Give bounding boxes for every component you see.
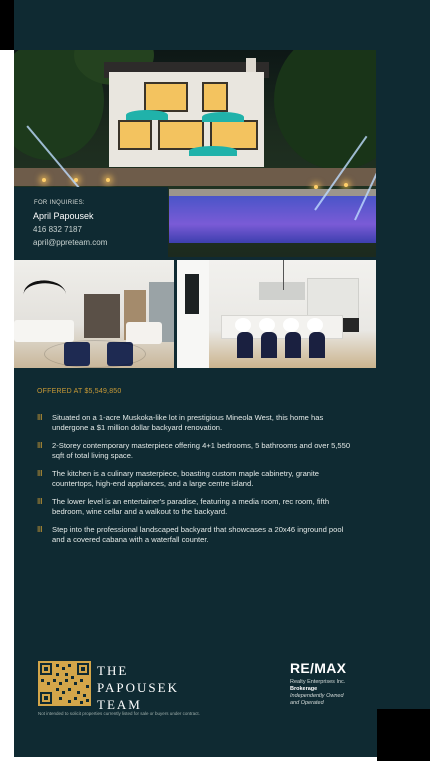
outer-margin-bottom-right — [377, 709, 430, 761]
qr-code-icon[interactable] — [38, 661, 91, 706]
feature-text: The lower level is an entertainer's paradise, featuring a media room, rec room, fifth bedroom, wine cellar and a walkout to the backyard. — [52, 497, 330, 516]
list-item — [37, 497, 357, 517]
list-item — [37, 469, 357, 489]
brand-line-2: PAPOUSEK — [97, 680, 179, 695]
bullet-mark-icon: III — [37, 497, 43, 506]
kitchen-photo — [177, 260, 376, 368]
list-item — [37, 525, 357, 545]
list-item — [37, 413, 357, 433]
feature-list — [37, 413, 357, 553]
feature-text: 2-Storey contemporary masterpiece offering 4+1 bedrooms, 5 bathrooms and over 5,550 sqft of total living space. — [52, 441, 351, 460]
brokerage-line-4: and Operated — [290, 700, 324, 706]
bullet-mark-icon: III — [37, 525, 43, 534]
bullet-mark-icon: III — [37, 441, 43, 450]
brokerage-info — [290, 679, 345, 707]
brokerage-line-3: Independently Owned — [290, 693, 344, 699]
disclaimer: Not intended to solicit properties currently listed for sale or buyers under contract. — [38, 711, 200, 716]
team-logo — [97, 662, 179, 713]
inquiries-panel — [14, 187, 168, 257]
living-room-photo — [14, 260, 174, 368]
brokerage-line-2: Brokerage — [290, 686, 318, 692]
agent-phone[interactable]: 416 832 7187 — [33, 225, 82, 234]
inquiries-label: FOR INQUIRIES: — [34, 200, 85, 206]
offered-price: OFFERED AT $5,549,850 — [37, 388, 122, 395]
brand-line-3: TEAM — [97, 697, 142, 712]
list-item — [37, 441, 357, 461]
agent-name: April Papousek — [33, 211, 94, 221]
flyer-card-right — [376, 0, 430, 710]
feature-text: Situated on a 1-acre Muskoka-like lot in prestigious Mineola West, this home has undergone a $1 million dollar backyard renovation. — [52, 413, 324, 432]
feature-text: The kitchen is a culinary masterpiece, boasting custom maple cabinetry, granite countertops, high-end appliances, and a large centre island. — [52, 469, 320, 488]
bullet-mark-icon: III — [37, 413, 43, 422]
brokerage-line-1: Realty Enterprises Inc. — [290, 679, 346, 685]
agent-email[interactable]: april@ppreteam.com — [33, 238, 108, 247]
bullet-mark-icon: III — [37, 469, 43, 478]
feature-text: Step into the professional landscaped backyard that showcases a 20x46 inground pool and a covered cabana with a waterfall counter. — [52, 525, 344, 544]
remax-logo: RE/MAX — [290, 660, 347, 676]
brand-line-1: THE — [97, 663, 129, 678]
